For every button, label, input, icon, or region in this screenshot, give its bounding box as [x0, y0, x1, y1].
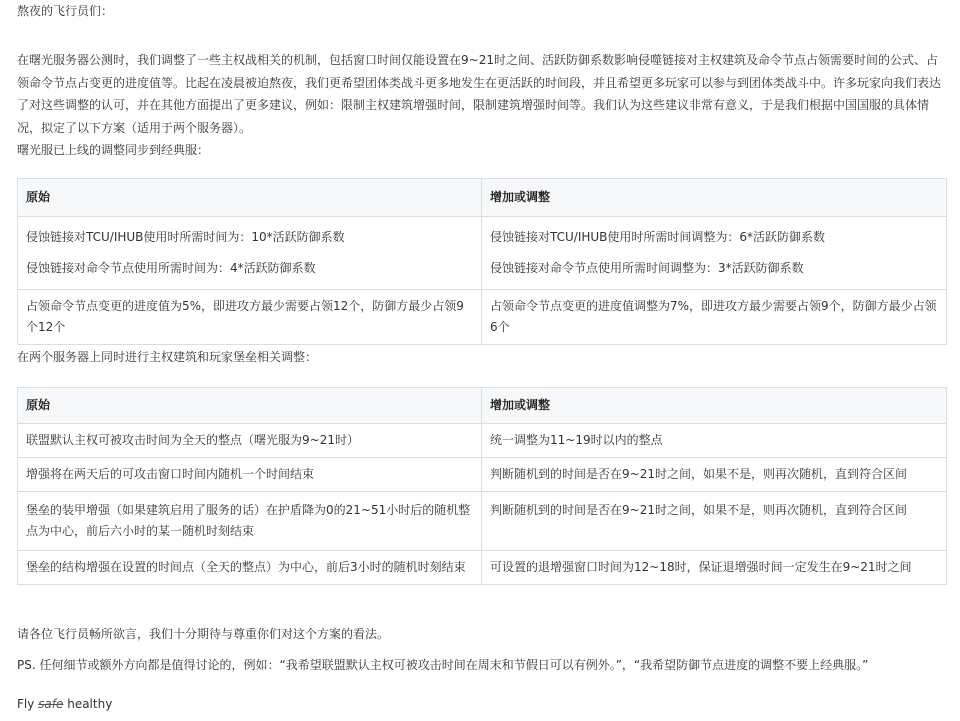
signoff-struck-word: safe — [38, 697, 64, 711]
cell-line: 侵蚀链接对命令节点使用所需时间调整为：3*活跃防御系数 — [490, 261, 804, 275]
intro-paragraph: 在曙光服务器公测时，我们调整了一些主权战相关的机制，包括窗口时间仅能设置在9~21时之间、活跃防御系数影响侵噬链接对主权建筑及命令节点占领需要时间的公式、占领命令节点占变更的进度值等。比起在凌晨被迫熬夜，我们更希望团体类战斗更多地发生在更活跃的时间段，并且希望更多玩家可以参与到团体类战斗中。许多玩家向我们表达了对这些调整的认可，并在其他方面提出了更多建议，例如：限制主权建筑增强时间，限制建筑增强时间等。我们认为这些建议非常有意义，于是我们根据中国国服的具体情况，拟定了以下方案（适用于两个服务器）。 — [17, 53, 942, 135]
adjusted-cell: 占领命令节点变更的进度值调整为7%，即进攻方最少需要占领9个，防御方最少占领6个 — [482, 290, 947, 345]
sync-adjustments-table — [17, 178, 947, 345]
table-row — [18, 492, 947, 551]
signoff-suffix: healthy — [67, 697, 113, 711]
section2-lead: 在两个服务器上同时进行主权建筑和玩家堡垒相关调整： — [17, 350, 318, 364]
table-header-row — [18, 179, 947, 217]
signoff-prefix: Fly — [17, 697, 35, 711]
cell-line: 侵蚀链接对命令节点使用所需时间为：4*活跃防御系数 — [26, 261, 316, 275]
original-cell: 堡垒的装甲增强（如果建筑启用了服务的话）在护盾降为0的21~51小时后的随机整点为中心，前后六小时的某一随机时刻结束 — [18, 492, 482, 551]
table-header-row — [18, 388, 947, 424]
closing-paragraph: 请各位飞行员畅所欲言，我们十分期待与尊重你们对这个方案的看法。 — [17, 627, 390, 641]
original-cell: 占领命令节点变更的进度值为5%，即进攻方最少需要占领12个，防御方最少占领9个12个 — [18, 290, 482, 345]
sovereignty-adjustments-table — [17, 387, 947, 585]
cell-line: 侵蚀链接对TCU/IHUB使用时所需时间为：10*活跃防御系数 — [26, 230, 345, 244]
header-adjusted: 增加或调整 — [482, 388, 947, 424]
table-row — [18, 290, 947, 345]
header-original: 原始 — [18, 179, 482, 217]
original-cell: 联盟默认主权可被攻击时间为全天的整点（曙光服为9~21时） — [18, 424, 482, 458]
adjusted-cell: 判断随机到的时间是否在9~21时之间，如果不是，则再次随机，直到符合区间 — [482, 458, 947, 492]
table-row — [18, 551, 947, 585]
adjusted-cell: 统一调整为11~19时以内的整点 — [482, 424, 947, 458]
original-cell: 堡垒的结构增强在设置的时间点（全天的整点）为中心，前后3小时的随机时刻结束 — [18, 551, 482, 585]
signoff — [17, 693, 112, 715]
table-row — [18, 458, 947, 492]
table-row — [18, 424, 947, 458]
cell-line: 侵蚀链接对TCU/IHUB使用时所需时间调整为：6*活跃防御系数 — [490, 230, 826, 244]
adjusted-cell — [482, 217, 947, 290]
adjusted-cell: 可设置的退增强窗口时间为12~18时，保证退增强时间一定发生在9~21时之间 — [482, 551, 947, 585]
table-row — [18, 217, 947, 290]
adjusted-cell: 判断随机到的时间是否在9~21时之间，如果不是，则再次随机，直到符合区间 — [482, 492, 947, 551]
header-adjusted: 增加或调整 — [482, 179, 947, 217]
original-cell: 增强将在两天后的可攻击窗口时间内随机一个时间结束 — [18, 458, 482, 492]
original-cell — [18, 217, 482, 290]
section1-lead: 曙光服已上线的调整同步到经典服： — [17, 143, 210, 157]
greeting: 熬夜的飞行员们： — [17, 4, 114, 18]
header-original: 原始 — [18, 388, 482, 424]
ps-paragraph: PS. 任何细节或额外方向都是值得讨论的，例如：“我希望联盟默认主权可被攻击时间在周末和节假日可以有例外。”，“我希望防御节点进度的调整不要上经典服。” — [17, 658, 869, 672]
